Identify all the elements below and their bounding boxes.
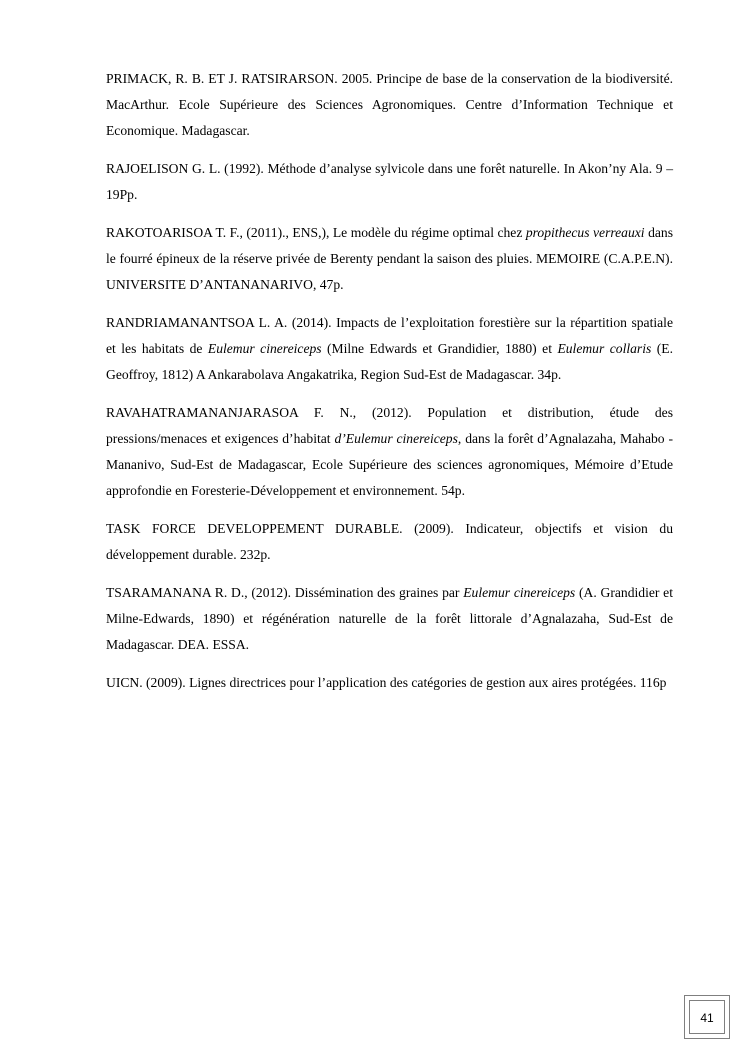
reference-text: TASK FORCE DEVELOPPEMENT DURABLE. (2009). Indicateur, objectifs et vision du développement durable. 232p. [106,521,673,562]
reference-text: RANDRIAMANANTSOA L. A. (2014). Impacts de l’exploitation forestière sur la répartition spatiale et les habitats de [106,315,673,356]
page-number: 41 [689,1000,725,1034]
reference-entry [106,580,673,658]
reference-text: RAJOELISON G. L. (1992). Méthode d’analyse sylvicole dans une forêt naturelle. In Akon’ny Ala. 9 – 19Pp. [106,161,673,202]
reference-italic-text: Eulemur cinereiceps [207,341,322,356]
reference-entry [106,220,673,298]
reference-text: (Milne Edwards et Grandidier, 1880) et [321,341,558,356]
reference-entry [106,66,673,144]
reference-entry [106,400,673,504]
reference-text: (E. Geoffroy, 1812) A Ankarabolava Angakatrika, Region Sud-Est de Madagascar. 34p. [106,341,673,382]
reference-text: RAKOTOARISOA T. F., (2011)., ENS,), Le modèle du régime optimal chez [106,225,526,240]
reference-italic-text: Eulemur collaris [557,341,652,356]
reference-entry [106,156,673,208]
reference-text: dans le fourré épineux de la réserve privée de Berenty pendant la saison des pluies. MEMOIRE (C.A.P.E.N). UNIVERSITE D’ANTANANARIVO, 47p. [106,225,673,292]
reference-italic-text: d’Eulemur cinereiceps [334,431,458,446]
reference-italic-text: Eulemur cinereiceps [463,585,576,600]
page-number-frame [684,995,730,1039]
reference-text: RAVAHATRAMANANJARASOA F. N., (2012). Population et distribution, étude des pressions/menaces et exigences d’habitat [106,405,673,446]
reference-text: , dans la forêt d’Agnalazaha, Mahabo - Mananivo, Sud-Est de Madagascar, Ecole Supérieure des sciences agronomiques, Mémoire d’Etude approfondie en Foresterie-Développement et environnement. 54p. [106,431,674,498]
reference-entry [106,516,673,568]
reference-text: PRIMACK, R. B. ET J. RATSIRARSON. 2005. Principe de base de la conservation de la biodiversité. MacArthur. Ecole Supérieure des Sciences Agronomiques. Centre d’Information Technique et Economique. Madagascar. [106,71,673,138]
reference-text: TSARAMANANA R. D., (2012). Dissémination des graines par [106,585,464,600]
reference-text: UICN. (2009). Lignes directrices pour l’application des catégories de gestion aux aires protégées. 116p [106,675,667,690]
reference-list [106,66,673,708]
reference-entry [106,670,673,696]
reference-italic-text: propithecus verreauxi [525,225,645,240]
reference-text: (A. Grandidier et Milne-Edwards, 1890) et régénération naturelle de la forêt littorale d’Agnalazaha, Sud-Est de Madagascar. DEA. ESSA. [106,585,673,652]
reference-entry [106,310,673,388]
